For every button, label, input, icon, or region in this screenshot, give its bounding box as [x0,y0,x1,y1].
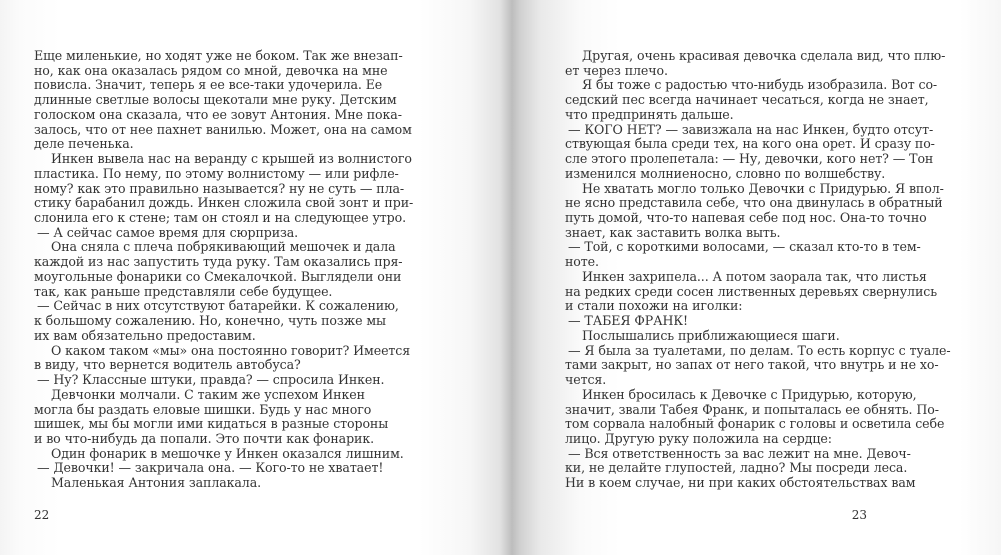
text-line: но, как она оказалась рядом со мной, девочка на мне [34,62,388,78]
text-line: — Я была за туалетами, по делам. То есть корпус с туале- [568,342,951,358]
text-line: О каком таком «мы» она постоянно говорит? Имеется [51,342,411,358]
text-line: Инкен захрипела... А потом заорала так, что листья [582,268,927,284]
text-line: ет через плечо. [565,62,668,78]
text-line: могла бы раздать еловые шишки. Будь у нас много [34,401,372,417]
text-line: пластика. По нему, по этому волнистому — или рифле- [34,165,399,181]
text-line: ки, не делайте глупостей, ладно? Мы посреди леса. [565,460,908,476]
text-line: на редких среди сосен лиственных деревьях свернулись [565,283,937,299]
page-number: 23 [851,508,867,522]
text-line: изменился молниеносно, словно по волшебству. [565,165,886,181]
text-line: том сорвала налобный фонарик с головы и осветила себе [565,416,945,432]
text-line: залось, что от нее пахнет ванилью. Может, она на самом [34,121,412,137]
text-line: каждой из нас запустить туда руку. Там оказались пря- [34,254,403,270]
text-line: — Той, с короткими волосами, — сказал кто-то в тем- [568,239,921,255]
text-line: и стали похожи на иголки: [565,298,743,314]
text-line: их вам обязательно предоставим. [34,327,256,343]
text-line: к большому сожалению. Но, конечно, чуть позже мы [34,313,386,329]
text-line: Еще миленькие, но ходят уже не боком. Так же внезап- [34,48,403,63]
text-line: повисла. Значит, теперь я ее все-таки удочерила. Ее [34,77,383,93]
text-line: что предпринять дальше. [565,106,734,122]
text-line: — Сейчас в них отсутствуют батарейки. К сожалению, [37,298,399,314]
text-line: в виду, что вернется водитель автобуса? [34,357,301,373]
text-line: — ТАБЕЯ ФРАНК! [568,313,689,329]
text-line: — Девочки! — закричала она. — Кого-то не хватает! [37,460,384,476]
text-line: Инкен бросилась к Девочке с Придурью, которую, [582,386,917,402]
text-line: ному? как это правильно называется? ну не суть — пла- [34,180,405,196]
left-page [34,0,414,555]
text-line: путь домой, что-то напевая себе под нос. Она-то точно [565,210,927,226]
text-line: слонила его к стене; там он стоял и на следующее утро. [34,210,406,226]
text-line: — Вся ответственность за вас лежит на мне. Девоч- [568,445,911,461]
text-line: седский пес всегда начинает чесаться, когда не знает, [565,92,929,108]
text-line: сле этого пролепетала: — Ну, девочки, кого нет? — Тон [565,151,934,167]
text-line: Она сняла с плеча побрякивающий мешочек и дала [51,239,396,255]
text-line: шишек, мы бы могли ими кидаться в разные стороны [34,416,389,432]
text-line: Другая, очень красивая девочка сделала вид, что плю- [582,48,946,63]
text-line: значит, звали Табея Франк, и попыталась ее обнять. По- [565,401,939,417]
text-line: Маленькая Антония заплакала. [51,475,262,491]
text-line: лицо. Другую руку положила на сердце: [565,430,832,446]
text-line: — А сейчас самое время для сюрприза. [37,224,299,240]
right-page [565,0,951,555]
text-line: Инкен вывела нас на веранду с крышей из волнистого [51,151,412,167]
page-number: 22 [34,508,50,522]
text-line: не ясно представила себе, что она двинулась в обратный [565,195,943,211]
text-line: так, как раньше представляли себе будущее. [34,283,333,299]
text-line: — КОГО НЕТ? — завизжала на нас Инкен, будто отсут- [568,121,934,137]
text-line: Не хватать могло только Девочки с Придурью. Я впол- [582,180,944,196]
text-line: стику барабанил дождь. Инкен сложила свой зонт и при- [34,195,414,211]
text-line: моугольные фонарики со Смекалочкой. Выглядели они [34,268,402,284]
text-line: длинные светлые волосы щекотали мне руку. Детским [34,92,397,108]
text-line: ноте. [565,254,599,270]
text-line: — Ну? Классные штуки, правда? — спросила Инкен. [37,372,385,388]
text-line: Один фонарик в мешочке у Инкен оказался лишним. [51,445,404,461]
text-line: Послышались приближающиеся шаги. [582,327,840,343]
text-line: знает, как заставить волка выть. [565,224,781,240]
text-line: Девчонки молчали. С таким же успехом Инкен [51,386,365,402]
text-line: тами закрыт, но запах от него такой, что внутрь и не хо- [565,357,939,373]
text-line: Я бы тоже с радостью что-нибудь изобразила. Вот со- [582,77,938,93]
text-line: чется. [565,372,607,388]
text-line: голоском она сказала, что ее зовут Антония. Мне пока- [34,106,402,122]
text-line: ствующая была среди тех, на кого она орет. И сразу по- [565,136,935,152]
text-line: и во что-нибудь да попали. Это почти как фонарик. [34,430,375,446]
text-line: Ни в коем случае, ни при каких обстоятельствах вам [565,475,916,491]
text-line: деле печенька. [34,136,134,152]
